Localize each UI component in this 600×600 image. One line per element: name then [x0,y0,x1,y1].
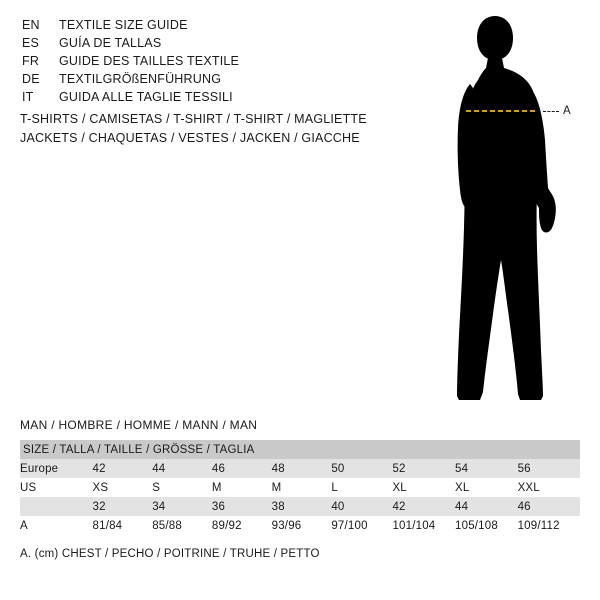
cell-value: 44 [455,497,518,516]
language-row [22,34,382,52]
language-row [22,52,382,70]
cell-value: 48 [272,459,332,478]
cell-value: 32 [93,497,153,516]
cell-value: 101/104 [392,516,455,535]
garment-line-jackets: JACKETS / CHAQUETAS / VESTES / JACKEN / GIACCHE [20,131,360,145]
cell-value: 54 [455,459,518,478]
cell-value: XL [392,478,455,497]
cell-value: 36 [212,497,272,516]
cell-value: 46 [518,497,580,516]
language-code: EN [22,18,40,32]
cell-value: 89/92 [212,516,272,535]
language-code: ES [22,36,40,50]
garment-line-tshirts: T-SHIRTS / CAMISETAS / T-SHIRT / T-SHIRT / MAGLIETTE [20,112,367,126]
cell-value: 56 [518,459,580,478]
cell-value: L [331,478,392,497]
language-header-block [22,16,382,106]
cell-value: 105/108 [455,516,518,535]
row-label: A [20,516,93,535]
cell-value: XXL [518,478,580,497]
cell-value: 44 [152,459,212,478]
table-row [20,497,580,516]
table-row [20,516,580,535]
cell-value: 81/84 [93,516,153,535]
language-row [22,70,382,88]
language-code: FR [22,54,40,68]
cell-value: 40 [331,497,392,516]
cell-value: 34 [152,497,212,516]
table-header-cell: SIZE / TALLA / TAILLE / GRÖSSE / TAGLIA [20,440,580,459]
cell-value: 109/112 [518,516,580,535]
language-code: IT [22,90,34,104]
language-code: DE [22,72,40,86]
cell-value: M [272,478,332,497]
table-title-man: MAN / HOMBRE / HOMME / MANN / MAN [20,418,258,432]
cell-value: S [152,478,212,497]
cell-value: 93/96 [272,516,332,535]
measure-leader-line [543,111,559,113]
garment-category-block [20,110,420,148]
cell-value: 42 [93,459,153,478]
cell-value: 85/88 [152,516,212,535]
row-label: US [20,478,93,497]
cell-value: XS [93,478,153,497]
language-row [22,88,382,106]
cell-value: 38 [272,497,332,516]
table-header-row [20,440,580,459]
cell-value: XL [455,478,518,497]
measure-label-a: A [563,105,571,117]
cell-value: 42 [392,497,455,516]
cell-value: 97/100 [331,516,392,535]
table-row [20,478,580,497]
row-label [20,497,93,516]
silhouette-icon [400,10,600,410]
table-footnote: A. (cm) CHEST / PECHO / POITRINE / TRUHE / PETTO [20,548,320,560]
language-text: GUIDE DES TAILLES TEXTILE [59,54,240,68]
language-text: GUÍA DE TALLAS [59,36,162,50]
language-text: TEXTILE SIZE GUIDE [59,18,188,32]
cell-value: 50 [331,459,392,478]
male-silhouette-figure [400,10,600,410]
cell-value: M [212,478,272,497]
cell-value: 46 [212,459,272,478]
size-table [20,440,580,535]
language-text: TEXTILGRÖßENFÜHRUNG [59,72,222,86]
language-text: GUIDA ALLE TAGLIE TESSILI [59,90,233,104]
table-row [20,459,580,478]
cell-value: 52 [392,459,455,478]
language-row [22,16,382,34]
row-label: Europe [20,459,93,478]
